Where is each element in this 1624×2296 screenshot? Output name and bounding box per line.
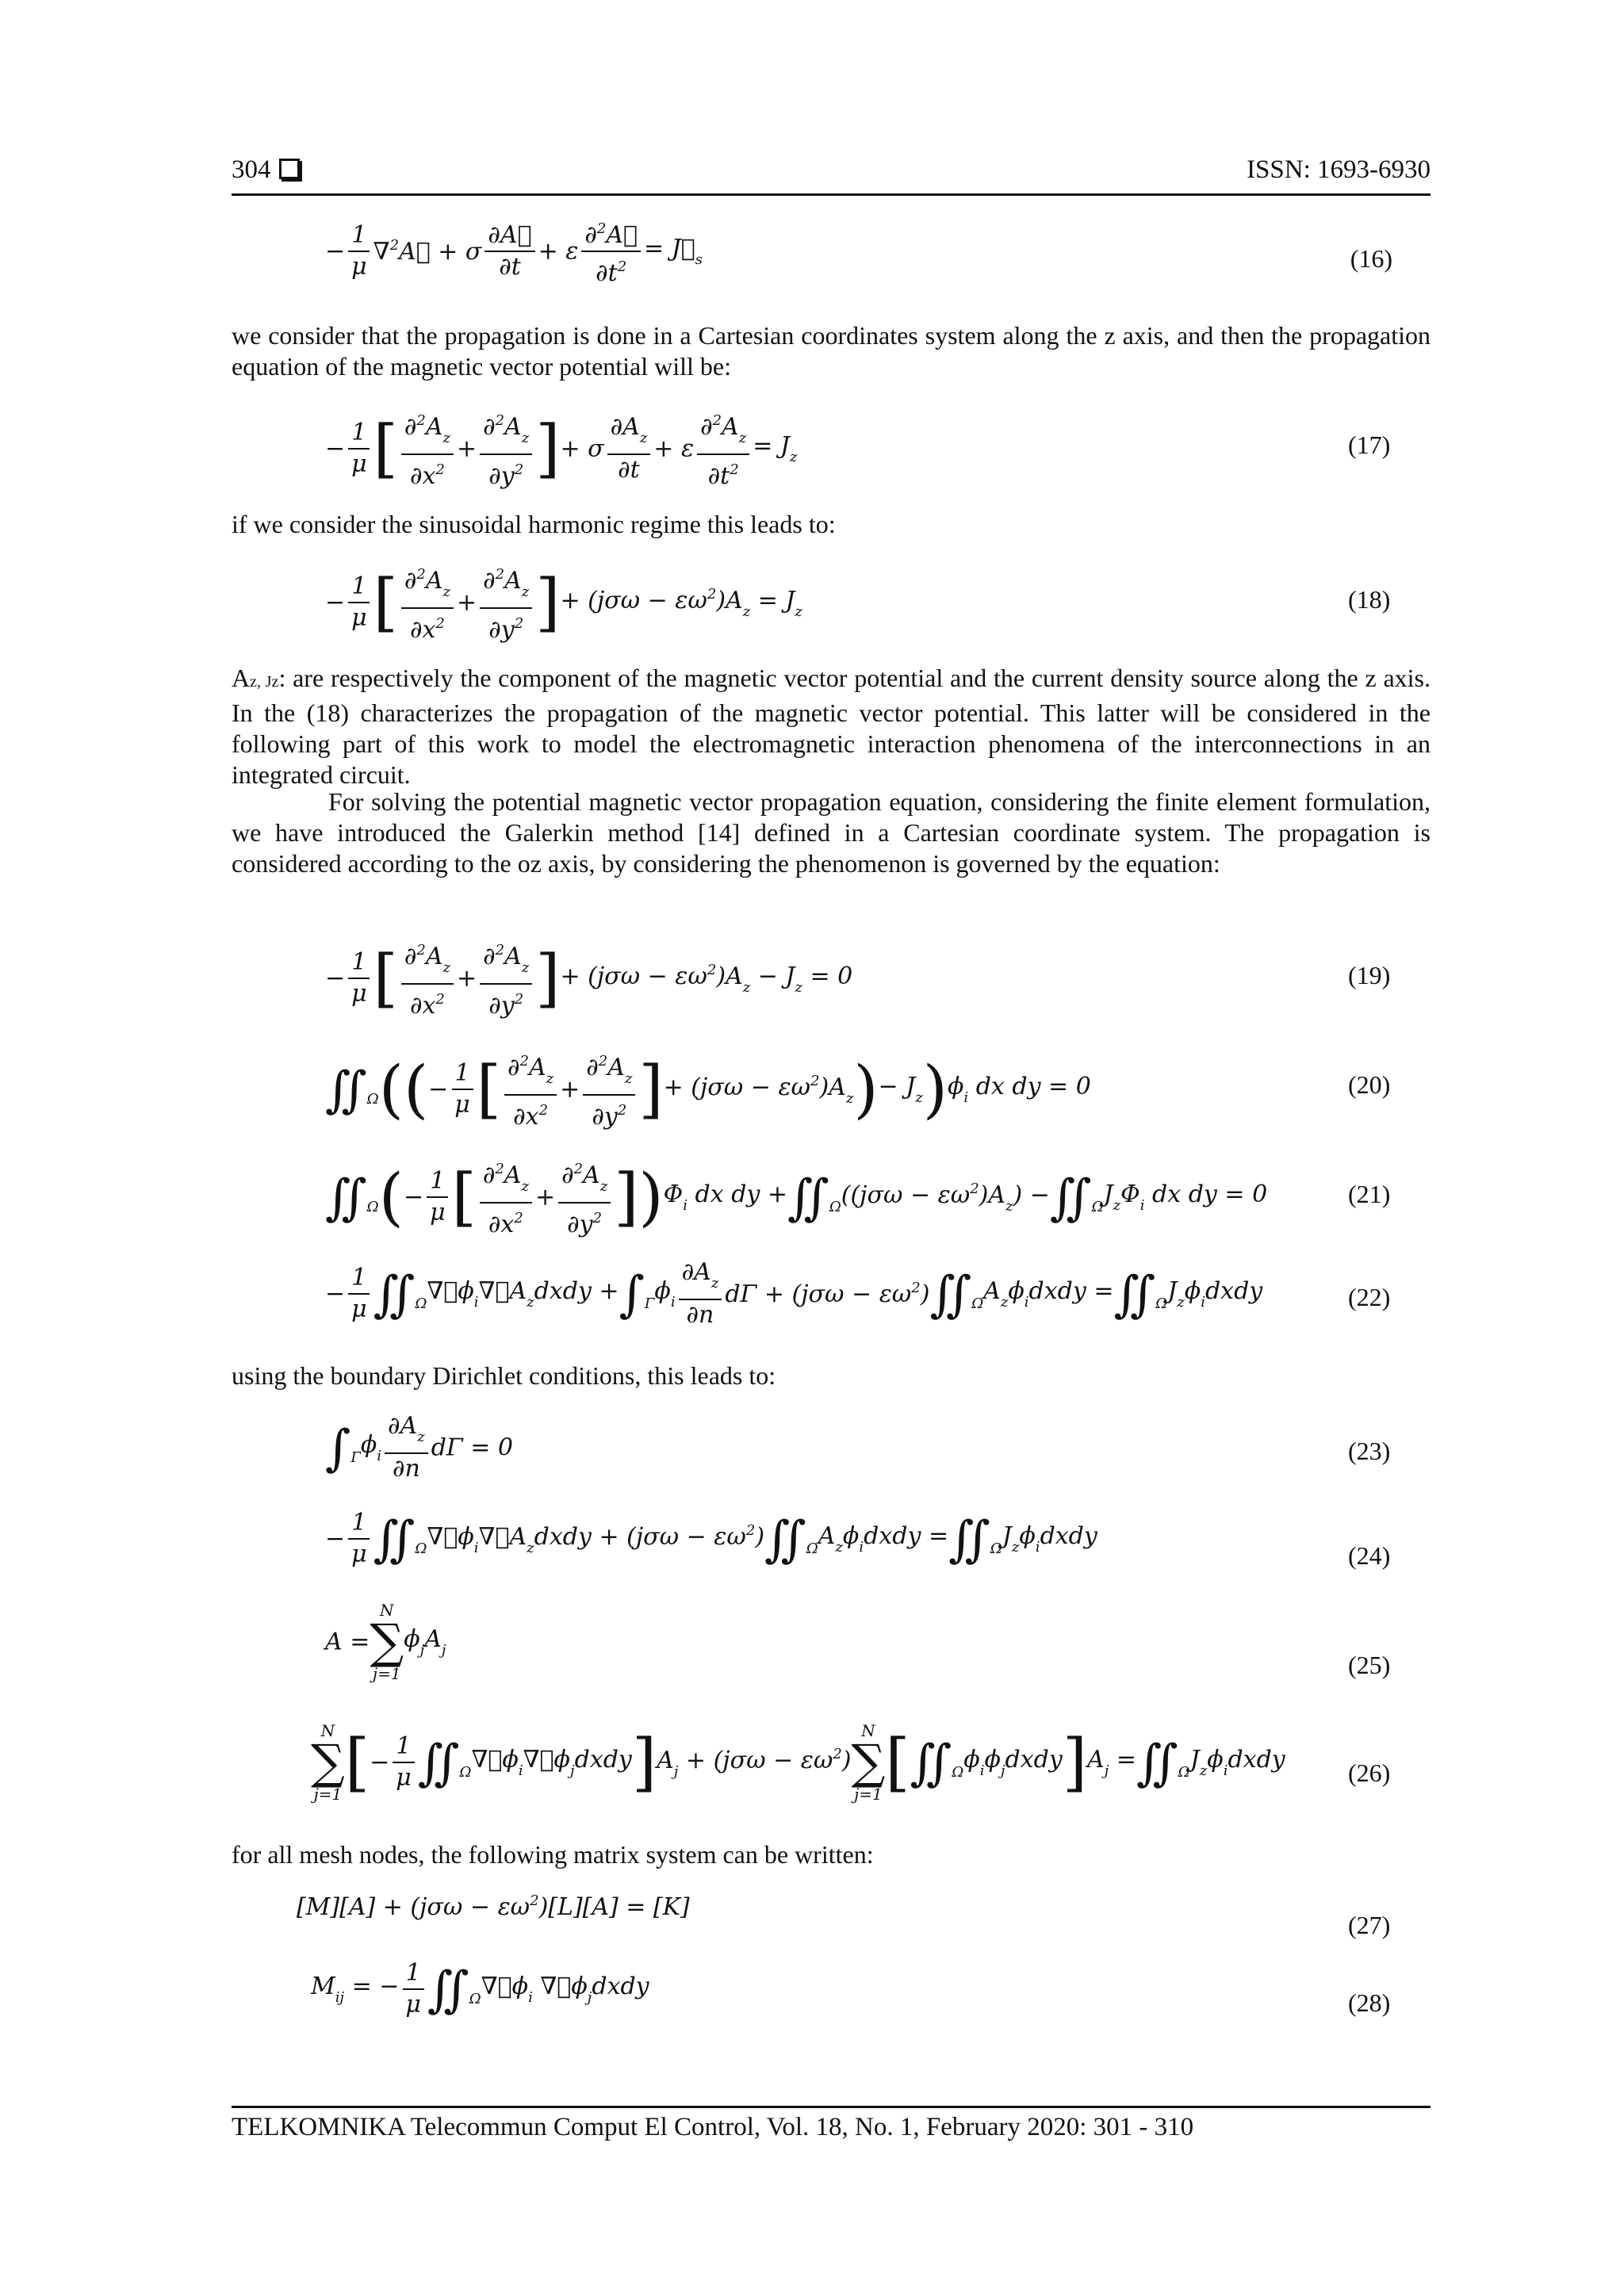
equation-number: (17) [1348,430,1391,459]
page-header [232,152,1431,196]
body-paragraph: using the boundary Dirichlet conditions, this leads to: [232,1361,776,1390]
body-paragraph: we consider that the propagation is done in a Cartesian coordinates system along the z axis, and then the propagation equation of the magnetic vector potential will be: [232,321,1431,381]
equation-number: (20) [1348,1070,1391,1099]
equation-18: − $\frac{1}{\mu}$ [ $\frac{\partial^2A_z}{\partial x^2}$ + $\frac{\partial^2A_z}{\partial y^2}$ ]+ $(j\sigma\omega - \varepsilon\omega^2)A_z = J_z$ [325,560,802,645]
equation-20: $∬_\Omega((-$ $\frac{1}{\mu}$ [ $\frac{\partial^2A_z}{\partial x^2}$ + $\frac{\partial^2A_z}{\partial y^2}$ ]+ $(j\sigma\omega - \varepsilon\omega^2)A_z)- J_z)\phi_i$ dx dy = 0 [325,1047,1091,1132]
equation-number: (27) [1348,1911,1391,1939]
equation-number: (18) [1348,585,1391,614]
equation-25: A = N ∑ j=1 $\phi_jA_j$ [325,1601,446,1683]
equation-number: (26) [1348,1758,1391,1787]
equation-23: $\int_\Gamma\phi_i$ $\frac{\partial A_z}{\partial n}$ dΓ = 0 [325,1412,514,1483]
equation-number: (21) [1348,1180,1391,1208]
equation-24: − $\frac{1}{\mu}$ $∬_\Omega\nabla⃗\phi_i\nabla⃗A_zdxdy + (j\sigma\omega$ − $\varepsilon\omega^2)∬_\Omega A_z\phi_idxdy$ $=∬_\Omega J_z\phi_idxdy$ [325,1509,1097,1568]
equation-17: − $\frac{1}{\mu}$ [ $\frac{\partial^2A_z}{\partial x^2}$ + $\frac{\partial^2A_z}{\partial y^2}$ ]+ σ $\frac{\partial A_z}{\partial t}$ + ε $\frac{\partial^2A_z}{\partial t^2}$ = $J_z$ [325,406,797,492]
page-footer: TELKOMNIKA Telecommun Comput El Control, Vol. 18, No. 1, February 2020: 301 - 310 [232,2106,1431,2142]
equation-16: − $\frac{1}{\mu}$ ∇$^2$A⃗ + σ $\frac{\partial A⃗}{\partial t}$ + ε $\frac{\partial^2A⃗}{\partial t^2}$ = $J⃗_s$ [325,214,703,289]
equation-28: $M_{ij}$ = − $\frac{1}{\mu}$ $∬_\Omega\nabla⃗\phi_i$ $\nabla⃗\phi_jdxdy$ [311,1959,649,2019]
equation-22: − $\frac{1}{\mu}$ $∬_\Omega\nabla⃗\phi_i\nabla⃗A_zdxdy +\int_\Gamma\phi_i$ $\frac{\partial A_z}{\partial n}$ $d\Gamma + (j\sigma\omega - \varepsilon\omega^2)∬_\Omega A_z\phi_idxdy$ $=∬_\Omega J_z\phi_idxdy$ [325,1258,1263,1329]
checkbox-square-icon [279,159,300,179]
equation-number: (28) [1348,1988,1391,2017]
equation-27: $[M][A] + (j\sigma\omega - \varepsilon\omega^2)[L][A] = [K]$ [297,1892,690,1921]
equation-21: $∬_\Omega(-$ $\frac{1}{\mu}$ [ $\frac{\partial^2A_z}{\partial x^2}$ + $\frac{\partial^2A_z}{\partial y^2}$ ])$\Phi_i$ dx dy $+∬_\Omega((j\sigma\omega - \varepsilon\omega^2)A_z)$ $-∬_\Omega J_z\Phi_i$ dx dy = 0 [325,1154,1267,1240]
body-paragraph: for all mesh nodes, the following matrix system can be written: [232,1840,874,1869]
equation-number: (25) [1348,1651,1391,1679]
equation-number: (22) [1348,1283,1391,1311]
body-paragraph: Az, Jz: are respectively the component of the magnetic vector potential and the current density source along the z axis. In the (18) characterizes the propagation of the magnetic vector potential. This latter will be considered in the following part of this work to model the electromagnetic interaction phenomena of the interconnections in an integrated circuit. [232,664,1431,789]
equation-19: − $\frac{1}{\mu}$ [ $\frac{\partial^2A_z}{\partial x^2}$ + $\frac{\partial^2A_z}{\partial y^2}$ ]+ $(j\sigma\omega - \varepsilon\omega^2)A_z - J_z = 0$ [325,936,852,1021]
body-paragraph: if we consider the sinusoidal harmonic regime this leads to: [232,510,836,538]
issn-label: ISSN: 1693-6930 [1247,155,1431,184]
equation-number: (19) [1348,961,1391,989]
page-number: 304 [232,155,300,185]
body-paragraph: For solving the potential magnetic vector propagation equation, considering the finite element formulation, we have introduced the Galerkin method [14] defined in a Cartesian coordinate system. The propagation is considered according to the oz axis, by considering the phenomenon is governed by the equation: [232,787,1431,878]
equation-number: (16) [1350,244,1392,273]
equation-26: N ∑ j=1 [− $\frac{1}{\mu}$ $∬_\Omega\nabla⃗\phi_i\nabla⃗\phi_jdxdy]A_j + (j\sigma\omega - \varepsilon\omega^2)$ N ∑ j=1 $[∬_\Omega\phi_i\phi_jdxdy]A_j$ $=∬_\Omega J_z\phi_idxdy$ [311,1721,1285,1804]
equation-number: (23) [1348,1437,1391,1465]
equation-number: (24) [1348,1541,1391,1570]
